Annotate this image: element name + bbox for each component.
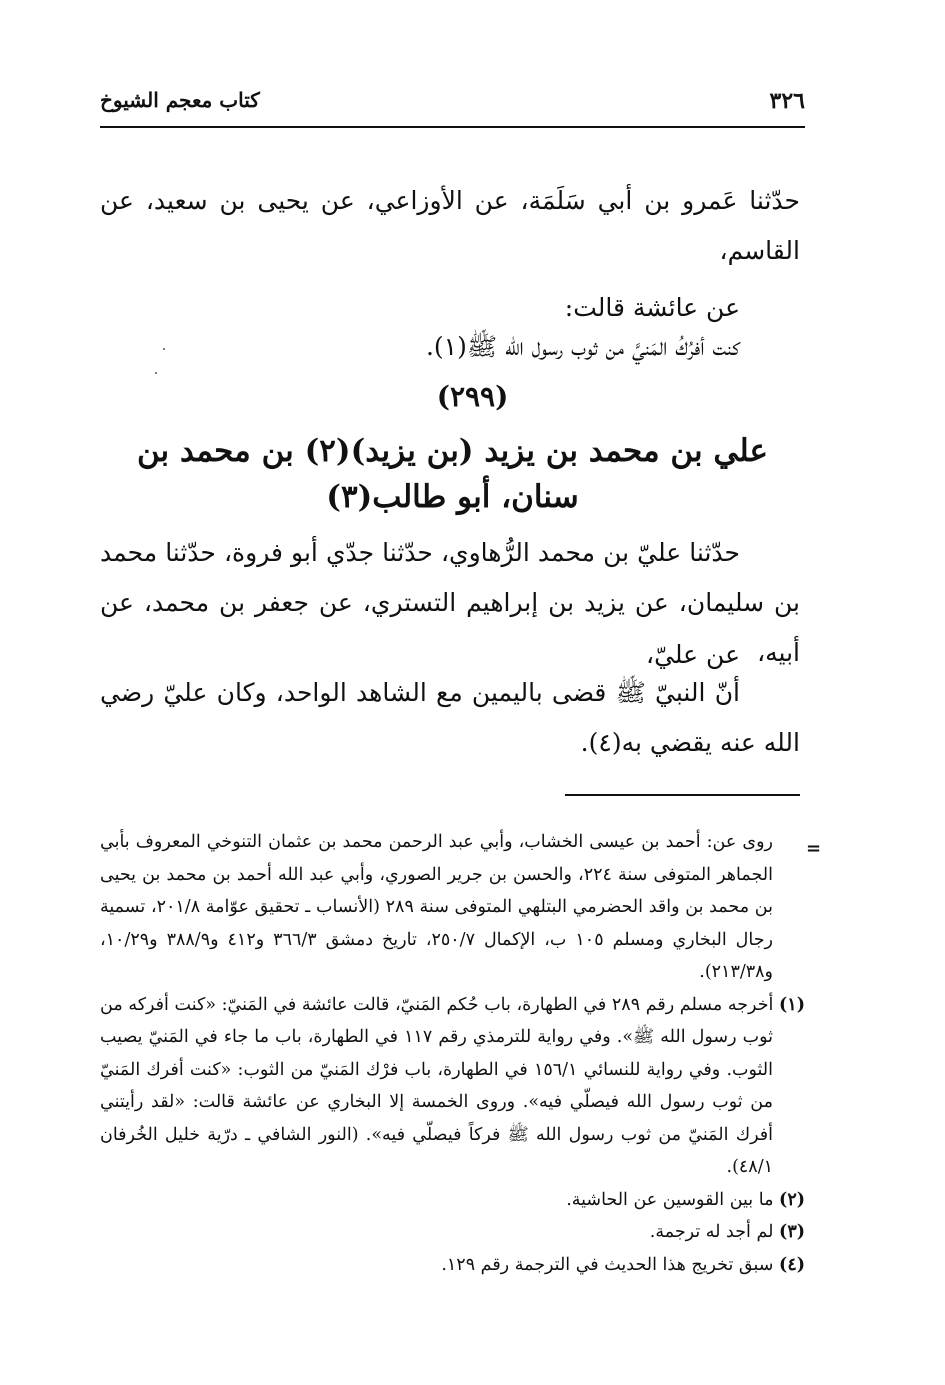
footnote-number: (١): [779, 994, 805, 1015]
footnote-text: سبق تخريج هذا الحديث في الترجمة رقم ١٢٩.: [441, 1254, 774, 1275]
hadith-text-1: كنت أفرُكُ المَنيَّ من ثوب رسول الله ﷺ(١).: [425, 332, 740, 361]
narrator-line-1: عن عائشة قالت:: [564, 293, 740, 322]
footnote-4: [100, 1249, 805, 1282]
footnote-3: [100, 1216, 805, 1249]
entry-number: (٢٩٩): [436, 380, 509, 413]
entry-title: علي بن محمد بن يزيد (بن يزيد)(٢) بن محمد بن سنان، أبو طالب(٣): [136, 433, 769, 515]
footnote-1: [100, 989, 805, 1184]
speck: [163, 348, 165, 350]
footnote-continuation: روى عن: أحمد بن عيسى الخشاب، وأبي عبد الرحمن محمد بن عثمان التنوخي المعروف بأبي الجماهر المتوفى سنة ٢٢٤، والحسن بن جرير الصوري، وأبي عبد الله أحمد بن محمد بن يحيى بن محمد بن واقد الحضرمي البتلهي المتوفى سنة ٢٨٩ (الأنساب ـ تحقيق عوّامة ٢٠١/٨، تسمية رجال البخاري ومسلم ١٠٥ ب، الإكمال ٢٥٠/٧، تاريخ دمشق ٣٦٦/٣ و٤١٢ و٣٨٨/٩ و١٠/٢٩، و٢١٣/٣٨).: [100, 832, 773, 982]
isnad-paragraph-1: حدّثنا عَمرو بن أبي سَلَمَة، عن الأوزاعي، عن يحيى بن سعيد، عن القاسم،: [100, 186, 800, 265]
page-header: [100, 88, 805, 128]
footnote-number: (٤): [779, 1254, 805, 1275]
narrator-line-2: عن عليّ،: [646, 640, 740, 669]
footnotes: [100, 826, 805, 1281]
hadith-text-2: أنّ النبيّ ﷺ قضى باليمين مع الشاهد الواحد، وكان عليّ رضي الله عنه يقضي به(٤).: [100, 678, 800, 757]
speck: [155, 372, 157, 374]
footnote-2: [100, 1184, 805, 1217]
footnote-number: (٣): [779, 1222, 805, 1242]
footnote-text: أخرجه مسلم رقم ٢٨٩ في الطهارة، باب حُكم المَنيّ، قالت عائشة في المَنيّ: «كنت أفركه من ثوب رسول الله ﷺ». وفي رواية للترمذي رقم ١١٧ في الطهارة، باب ما جاء في المَنيّ يصيب الثوب. وفي رواية للنسائي ١٥٦/١ في الطهارة، باب فرْك المَنيّ من الثوب: «كنت أفرك المَنيّ من ثوب رسول الله فيصلّي فيه». وروى الخمسة إلا البخاري عن عائشة قالت: «لقد رأيتني أفرك المَنيّ من ثوب رسول الله ﷺ فركاً فيصلّي فيه». (النور الشافي ـ درّية خليل الخُرفان ٤٨/١).: [100, 994, 774, 1177]
header-rule: [100, 126, 805, 128]
footnote-text: ما بين القوسين عن الحاشية.: [566, 1189, 774, 1210]
isnad-paragraph-2: حدّثنا عليّ بن محمد الرُّهاوي، حدّثنا جدّي أبو فروة، حدّثنا محمد بن سليمان، عن يزيد بن إبراهيم التستري، عن جعفر بن محمد، عن أبيه،: [100, 538, 800, 667]
book-title: كتاب معجم الشيوخ: [100, 88, 260, 112]
footnote-rule: [565, 794, 800, 796]
footnote-number: (٢): [779, 1189, 805, 1210]
page-number: ٣٢٦: [769, 88, 805, 114]
continuation-mark: =: [806, 838, 822, 859]
footnote-text: لم أجد له ترجمة.: [649, 1222, 774, 1242]
